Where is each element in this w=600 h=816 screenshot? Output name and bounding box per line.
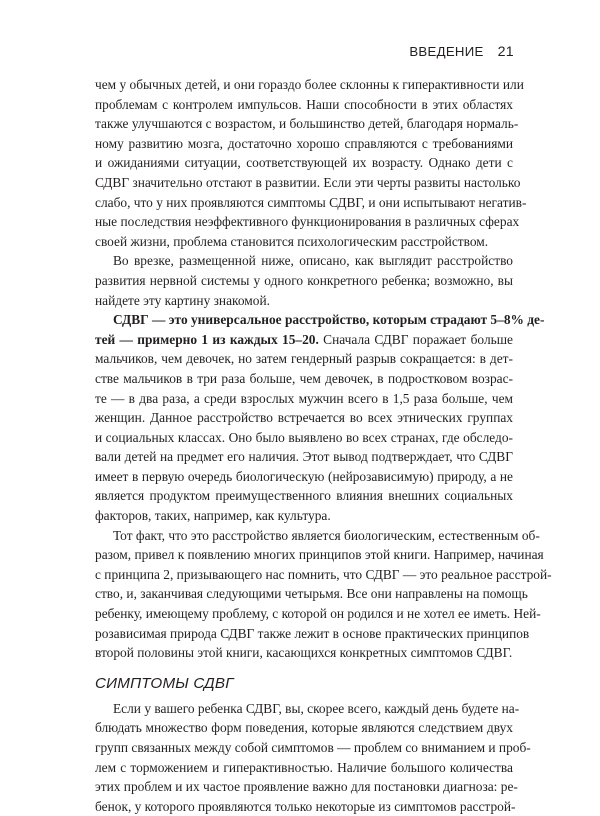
text-line: СДВГ значительно отстают в развитии. Если эти черты развиты настолько	[95, 174, 521, 190]
text-line: имеет в первую очередь биологическую (нейрозависимую) природу, а не	[95, 468, 513, 484]
text-line: проблемам с контролем импульсов. Наши способности в этих областях	[95, 96, 513, 112]
page-number: 21	[497, 44, 514, 60]
text-line: найдете эту картину знакомой.	[95, 292, 270, 308]
text-line: и ожиданиями ситуации, соответствующей их возрасту. Однако дети с	[95, 155, 513, 171]
text-line: этих проблем и их частое проявление важно для постановки диагноза: ре-	[95, 779, 518, 795]
text-line: и социальных классах. Оно было выявлено во всех странах, где обследо-	[95, 429, 513, 445]
text-line: ребенку, имеющему проблему, с которой он родился и не хотел ее иметь. Ней-	[95, 606, 541, 622]
text-line: вали детей на предмет его наличия. Этот вывод подтверждает, что СДВГ	[95, 449, 513, 465]
paragraph-2	[95, 251, 513, 310]
text-line: стве мальчиков в три раза больше, чем девочек, в подростковом возрас-	[95, 370, 513, 386]
section-label: ВВЕДЕНИЕ	[409, 44, 484, 59]
paragraph-5	[95, 699, 531, 816]
text-line: также улучшаются с возрастом, и большинство детей, благодаря нормаль-	[95, 116, 519, 132]
text-line: является продуктом преимущественного влияния внешних социальных	[95, 488, 513, 504]
text-line: лем с торможением и гиперактивностью. Наличие большого количества	[95, 759, 513, 775]
text-line	[95, 310, 545, 330]
body-text	[95, 75, 552, 816]
text-line: ные последствия неэффективного функционирования в различных сферах	[95, 214, 520, 230]
paragraph-3	[95, 310, 545, 526]
text-line	[95, 330, 513, 350]
section-heading: СИМПТОМЫ СДВГ	[95, 674, 234, 692]
text-line: второй половины этой книги, касающихся конкретных симптомов СДВГ.	[95, 645, 513, 661]
text-line: блюдать множество форм поведения, которые являются следствием двух	[95, 720, 513, 736]
text-line: своей жизни, проблема становится психологическим расстройством.	[95, 233, 489, 249]
paragraph-1	[95, 75, 527, 251]
text-line: бенок, у которого проявляются только некоторые из симптомов расстрой-	[95, 798, 516, 814]
text-line: ство, и, заканчивая следующими четырьмя. Все они направлены на помощь	[95, 586, 528, 602]
paragraph-4	[95, 526, 552, 663]
text-line: разом, привел к появлению многих принципов этой книги. Например, начиная	[95, 547, 544, 563]
text-line: Тот факт, что это расстройство является биологическим, естественным об-	[113, 527, 540, 543]
text-line: те — в два раза, а среди взрослых мужчин всего в 1,5 раза больше, чем	[95, 390, 513, 406]
text-line: ному развитию мозга, достаточно хорошо справляются с требованиями	[95, 135, 513, 151]
text-line: факторов, таких, например, как культура.	[95, 508, 331, 524]
line-tail: Сначала СДВГ поражает больше	[318, 331, 513, 347]
text-line: Во врезке, размещенной ниже, описано, как выглядит расстройство	[113, 253, 513, 269]
text-line: розависимая природа СДВГ также лежит в основе практических принципов	[95, 625, 530, 641]
text-line: групп связанных между собой симптомов — проблем со вниманием и проб-	[95, 740, 531, 755]
text-line: развития нервной системы у одного конкретного ребенка; возможно, вы	[95, 272, 513, 288]
text-line: слабо, что у них проявляются симптомы СДВГ, и они испытывают негатив-	[95, 194, 527, 210]
text-line: Если у вашего ребенка СДВГ, вы, скорее всего, каждый день будете на-	[113, 700, 520, 716]
running-header	[409, 44, 514, 60]
bold-lead-end: тей — примерно 1 из каждых 15–20.	[95, 331, 319, 347]
bold-lead: СДВГ — это универсальное расстройство, которым страдают 5–8% де-	[113, 312, 545, 328]
text-line: женщин. Данное расстройство встречается во всех этнических группах	[95, 410, 513, 426]
text-line: мальчиков, чем девочек, но затем гендерный разрыв сокращается: в дет-	[95, 351, 513, 367]
text-line: чем у обычных детей, и они гораздо более склонны к гиперактивности или	[95, 77, 524, 92]
text-line: с принципа 2, призывающего нас помнить, что СДВГ — это реальное расстрой-	[95, 566, 552, 582]
